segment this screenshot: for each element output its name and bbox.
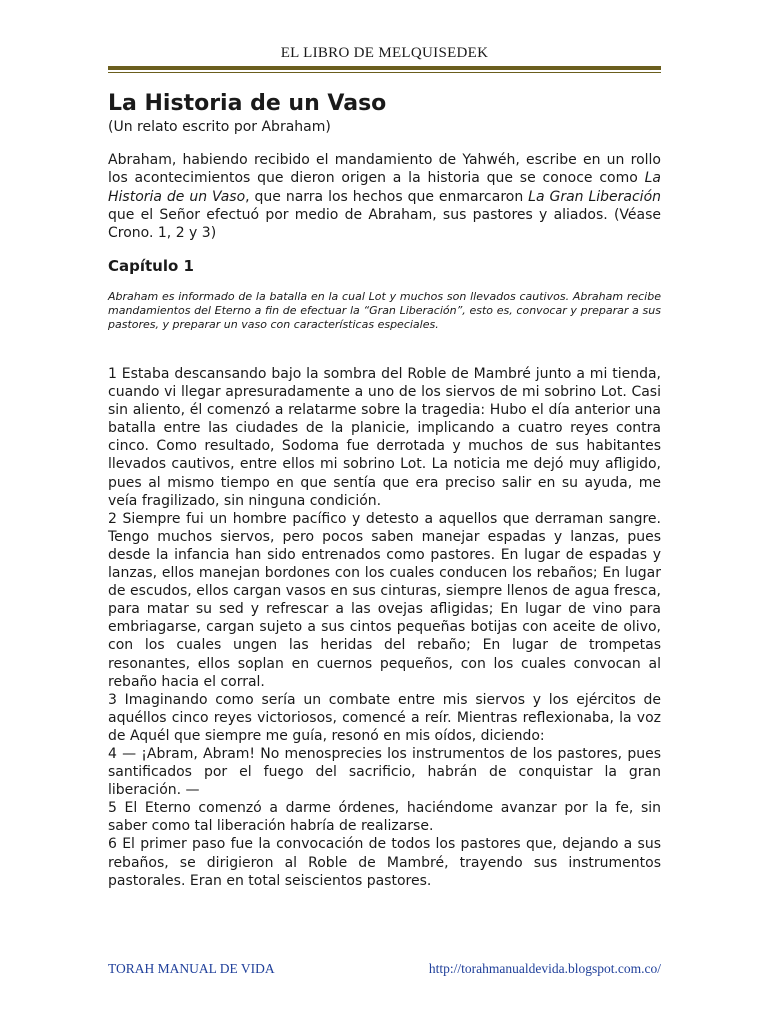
intro-italic-title: La Historia de un Vaso: [108, 170, 661, 205]
footer-site-name: TORAH MANUAL DE VIDA: [108, 961, 275, 976]
verse: 5 El Eterno comenzó a darme órdenes, haciéndome avanzar por la fe, sin saber como tal liberación habría de realizarse.: [108, 800, 661, 835]
chapter-summary: Abraham es informado de la batalla en la cual Lot y muchos son llevados cautivos. Abraham recibe mandamientos del Eterno a fin de efectuar la “Gran Liberación”, esto es, convocar y preparar a sus pastores, y preparar un vaso con características especiales.: [108, 290, 661, 332]
footer-url-link[interactable]: http://torahmanualdevida.blogspot.com.co/: [428, 961, 661, 976]
verse: 3 Imaginando como sería un combate entre mis siervos y los ejércitos de aquéllos cinco reyes victoriosos, comencé a reír. Mientras reflexionaba, la voz de Aquél que siempre me guía, resonó en mis oídos, diciendo:: [108, 691, 661, 744]
verse: 6 El primer paso fue la convocación de todos los pastores que, dejando a sus rebaños, se dirigieron al Roble de Mambré, trayendo sus instrumentos pastorales. Eran en total seiscientos pastores.: [108, 836, 661, 889]
header-rule-thick: [108, 66, 661, 70]
intro-text-3: que el Señor efectuó por medio de Abraham, sus pastores y aliados. (Véase Crono. 1, 2 y 3): [108, 206, 661, 242]
header-rule-thin: [108, 72, 661, 73]
intro-paragraph: [108, 151, 661, 242]
running-header: EL LIBRO DE MELQUISEDEK: [280, 45, 489, 61]
chapter-heading: Capítulo 1: [108, 257, 194, 275]
verse: 2 Siempre fui un hombre pacífico y detesto a aquellos que derraman sangre. Tengo muchos siervos, pero pocos saben manejar espadas y lanzas, pues desde la infancia han sido entrenados como pastores. En lugar de espadas y lanzas, ellos manejan bordones con los cuales conducen los rebaños; En lugar de escudos, ellos cargan vasos en sus cinturas, siempre llenos de agua fresca, para matar su sed y refrescar a las ovejas afligidas; En lugar de vino para embriagarse, cargan sujeto a sus cintos pequeñas botijas con aceite de olivo, con los cuales ungen las heridas del rebaño; En lugar de trompetas resonantes, ellos soplan en cuernos pequeños, con los cuales convocan al rebaño hacia el corral.: [108, 510, 661, 690]
document-title: La Historia de un Vaso: [108, 91, 387, 116]
intro-text-2: , que narra los hechos que enmarcaron: [245, 188, 529, 205]
intro-italic-liberation: La Gran Liberación: [528, 188, 662, 205]
intro-text-1: Abraham, habiendo recibido el mandamiento de Yahwéh, escribe en un rollo los acontecimientos que dieron origen a la historia que se conoce como: [108, 152, 661, 187]
document-subtitle: (Un relato escrito por Abraham): [108, 119, 331, 135]
verse: 1 Estaba descansando bajo la sombra del Roble de Mambré junto a mi tienda, cuando vi llegar apresuradamente a uno de los siervos de mi sobrino Lot. Casi sin aliento, él comenzó a relatarme sobre la tragedia: Hubo el día anterior una batalla entre las ciudades de la planicie, implicando a cuatro reyes contra cinco. Como resultado, Sodoma fue derrotada y muchos de sus habitantes llevados cautivos, entre ellos mi sobrino Lot. La noticia me dejó muy afligido, pues al mismo tiempo en que sentía que era preciso salir en su ayuda, me veía fragilizado, sin ninguna condición.: [108, 366, 661, 509]
verses-block: [108, 365, 661, 890]
verse: 4 — ¡Abram, Abram! No menosprecies los instrumentos de los pastores, pues santificados por el fuego del sacrificio, habrán de conquistar la gran liberación. —: [108, 745, 661, 799]
